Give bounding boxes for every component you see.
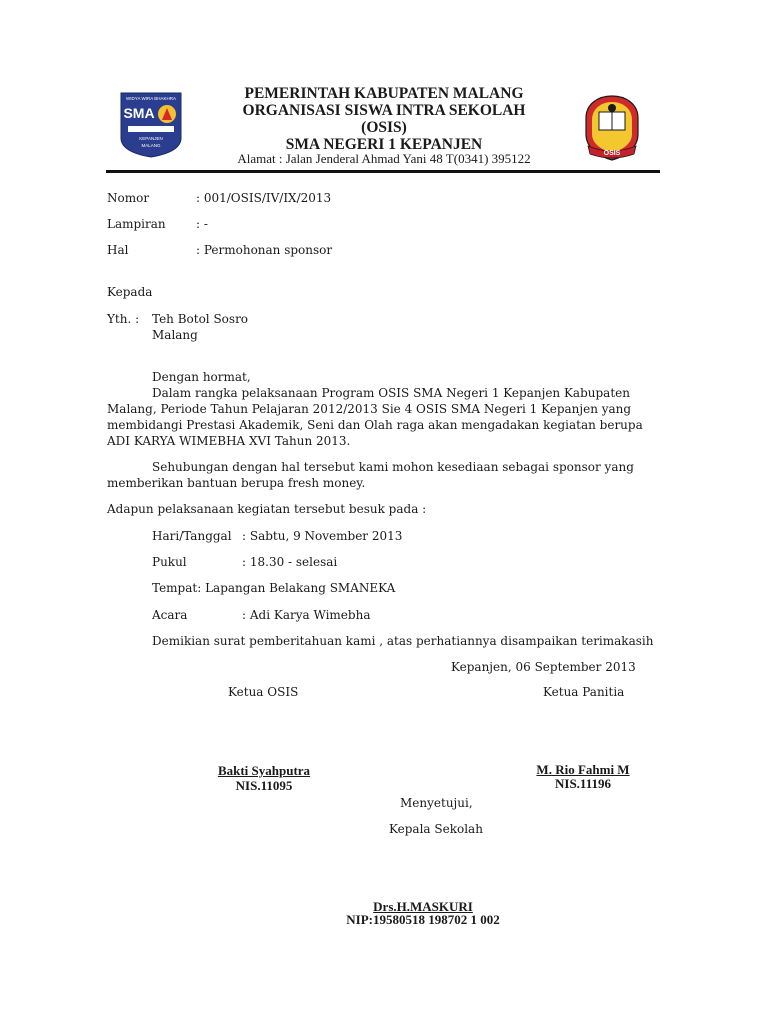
lampiran-label: Lampiran <box>107 217 166 231</box>
right-signatory-title: Ketua Panitia <box>543 685 625 699</box>
paragraph-1-line-2: Malang, Periode Tahun Pelajaran 2012/2013 Sie 4 OSIS SMA Negeri 1 Kepanjen yang <box>107 402 632 416</box>
pukul-value: : 18.30 - selesai <box>242 555 338 569</box>
tempat-line: Tempat: Lapangan Belakang SMANEKA <box>152 581 396 595</box>
paragraph-1-line-3: membidangi Prestasi Akademik, Seni dan Olah raga akan mengadakan kegiatan berupa <box>107 418 643 432</box>
approval-label: Menyetujui, <box>400 796 473 810</box>
left-signatory-name: Bakti Syahputra <box>217 763 311 778</box>
hal-value: : Permohonan sponsor <box>196 243 333 257</box>
lampiran-value: : - <box>196 217 208 231</box>
closing-sentence: Demikian surat pemberitahuan kami , atas perhatiannya disampaikan terimakasih <box>152 634 654 648</box>
header-school: SMA NEGERI 1 KEPANJEN <box>285 136 483 153</box>
logo-top-text: WIDYA WIRA BHAKHRA <box>126 96 176 101</box>
left-signatory-title: Ketua OSIS <box>228 685 299 699</box>
logo-main-text: SMA <box>123 105 155 121</box>
paragraph-1-line-4: ADI KARYA WIMEBHA XVI Tahun 2013. <box>107 434 351 448</box>
hari-value: : Sabtu, 9 November 2013 <box>242 529 403 543</box>
osis-banner-text: OSIS <box>603 150 621 157</box>
logo-bottom-text: KEPANJEN <box>139 136 163 141</box>
kepada-label: Kepada <box>107 285 153 299</box>
header-government: PEMERINTAH KABUPATEN MALANG <box>244 85 524 102</box>
header-address: Alamat : Jalan Jenderal Ahmad Yani 48 T(0341) 395122 <box>237 151 531 166</box>
headmaster-name: Drs.H.MASKURI <box>373 899 473 914</box>
nomor-label: Nomor <box>107 191 150 205</box>
right-signatory-name: M. Rio Fahmi M <box>536 762 630 777</box>
right-signatory-nis: NIS.11196 <box>555 776 611 791</box>
left-signatory-nis: NIS.11095 <box>235 778 293 793</box>
yth-label: Yth. : <box>107 312 140 326</box>
nomor-value: : 001/OSIS/IV/IX/2013 <box>196 191 332 205</box>
acara-label: Acara <box>152 608 188 622</box>
recipient-city: Malang <box>152 328 198 342</box>
acara-value: : Adi Karya Wimebha <box>242 608 371 622</box>
hari-label: Hari/Tanggal <box>152 529 232 543</box>
paragraph-2-line-2: memberikan bantuan berupa fresh money. <box>107 476 366 490</box>
paragraph-2-line-1: Sehubungan dengan hal tersebut kami mohon kesediaan sebagai sponsor yang <box>152 460 634 474</box>
logo-bottom-text-2: MALANG <box>141 143 161 148</box>
paragraph-1-line-1: Dalam rangka pelaksanaan Program OSIS SMA Negeri 1 Kepanjen Kabupaten <box>152 386 630 400</box>
greeting: Dengan hormat, <box>152 370 251 384</box>
headmaster-nip: NIP:19580518 198702 1 002 <box>346 912 500 927</box>
header-organization: ORGANISASI SISWA INTRA SEKOLAH <box>242 102 526 119</box>
paragraph-3: Adapun pelaksanaan kegiatan tersebut besuk pada : <box>107 502 427 516</box>
header-divider <box>106 170 660 173</box>
headmaster-title: Kepala Sekolah <box>389 822 483 836</box>
pukul-label: Pukul <box>152 555 187 569</box>
recipient-name: Teh Botol Sosro <box>152 312 249 326</box>
header-osis: (OSIS) <box>361 119 407 136</box>
hal-label: Hal <box>107 243 129 257</box>
place-date: Kepanjen, 06 September 2013 <box>451 660 636 674</box>
